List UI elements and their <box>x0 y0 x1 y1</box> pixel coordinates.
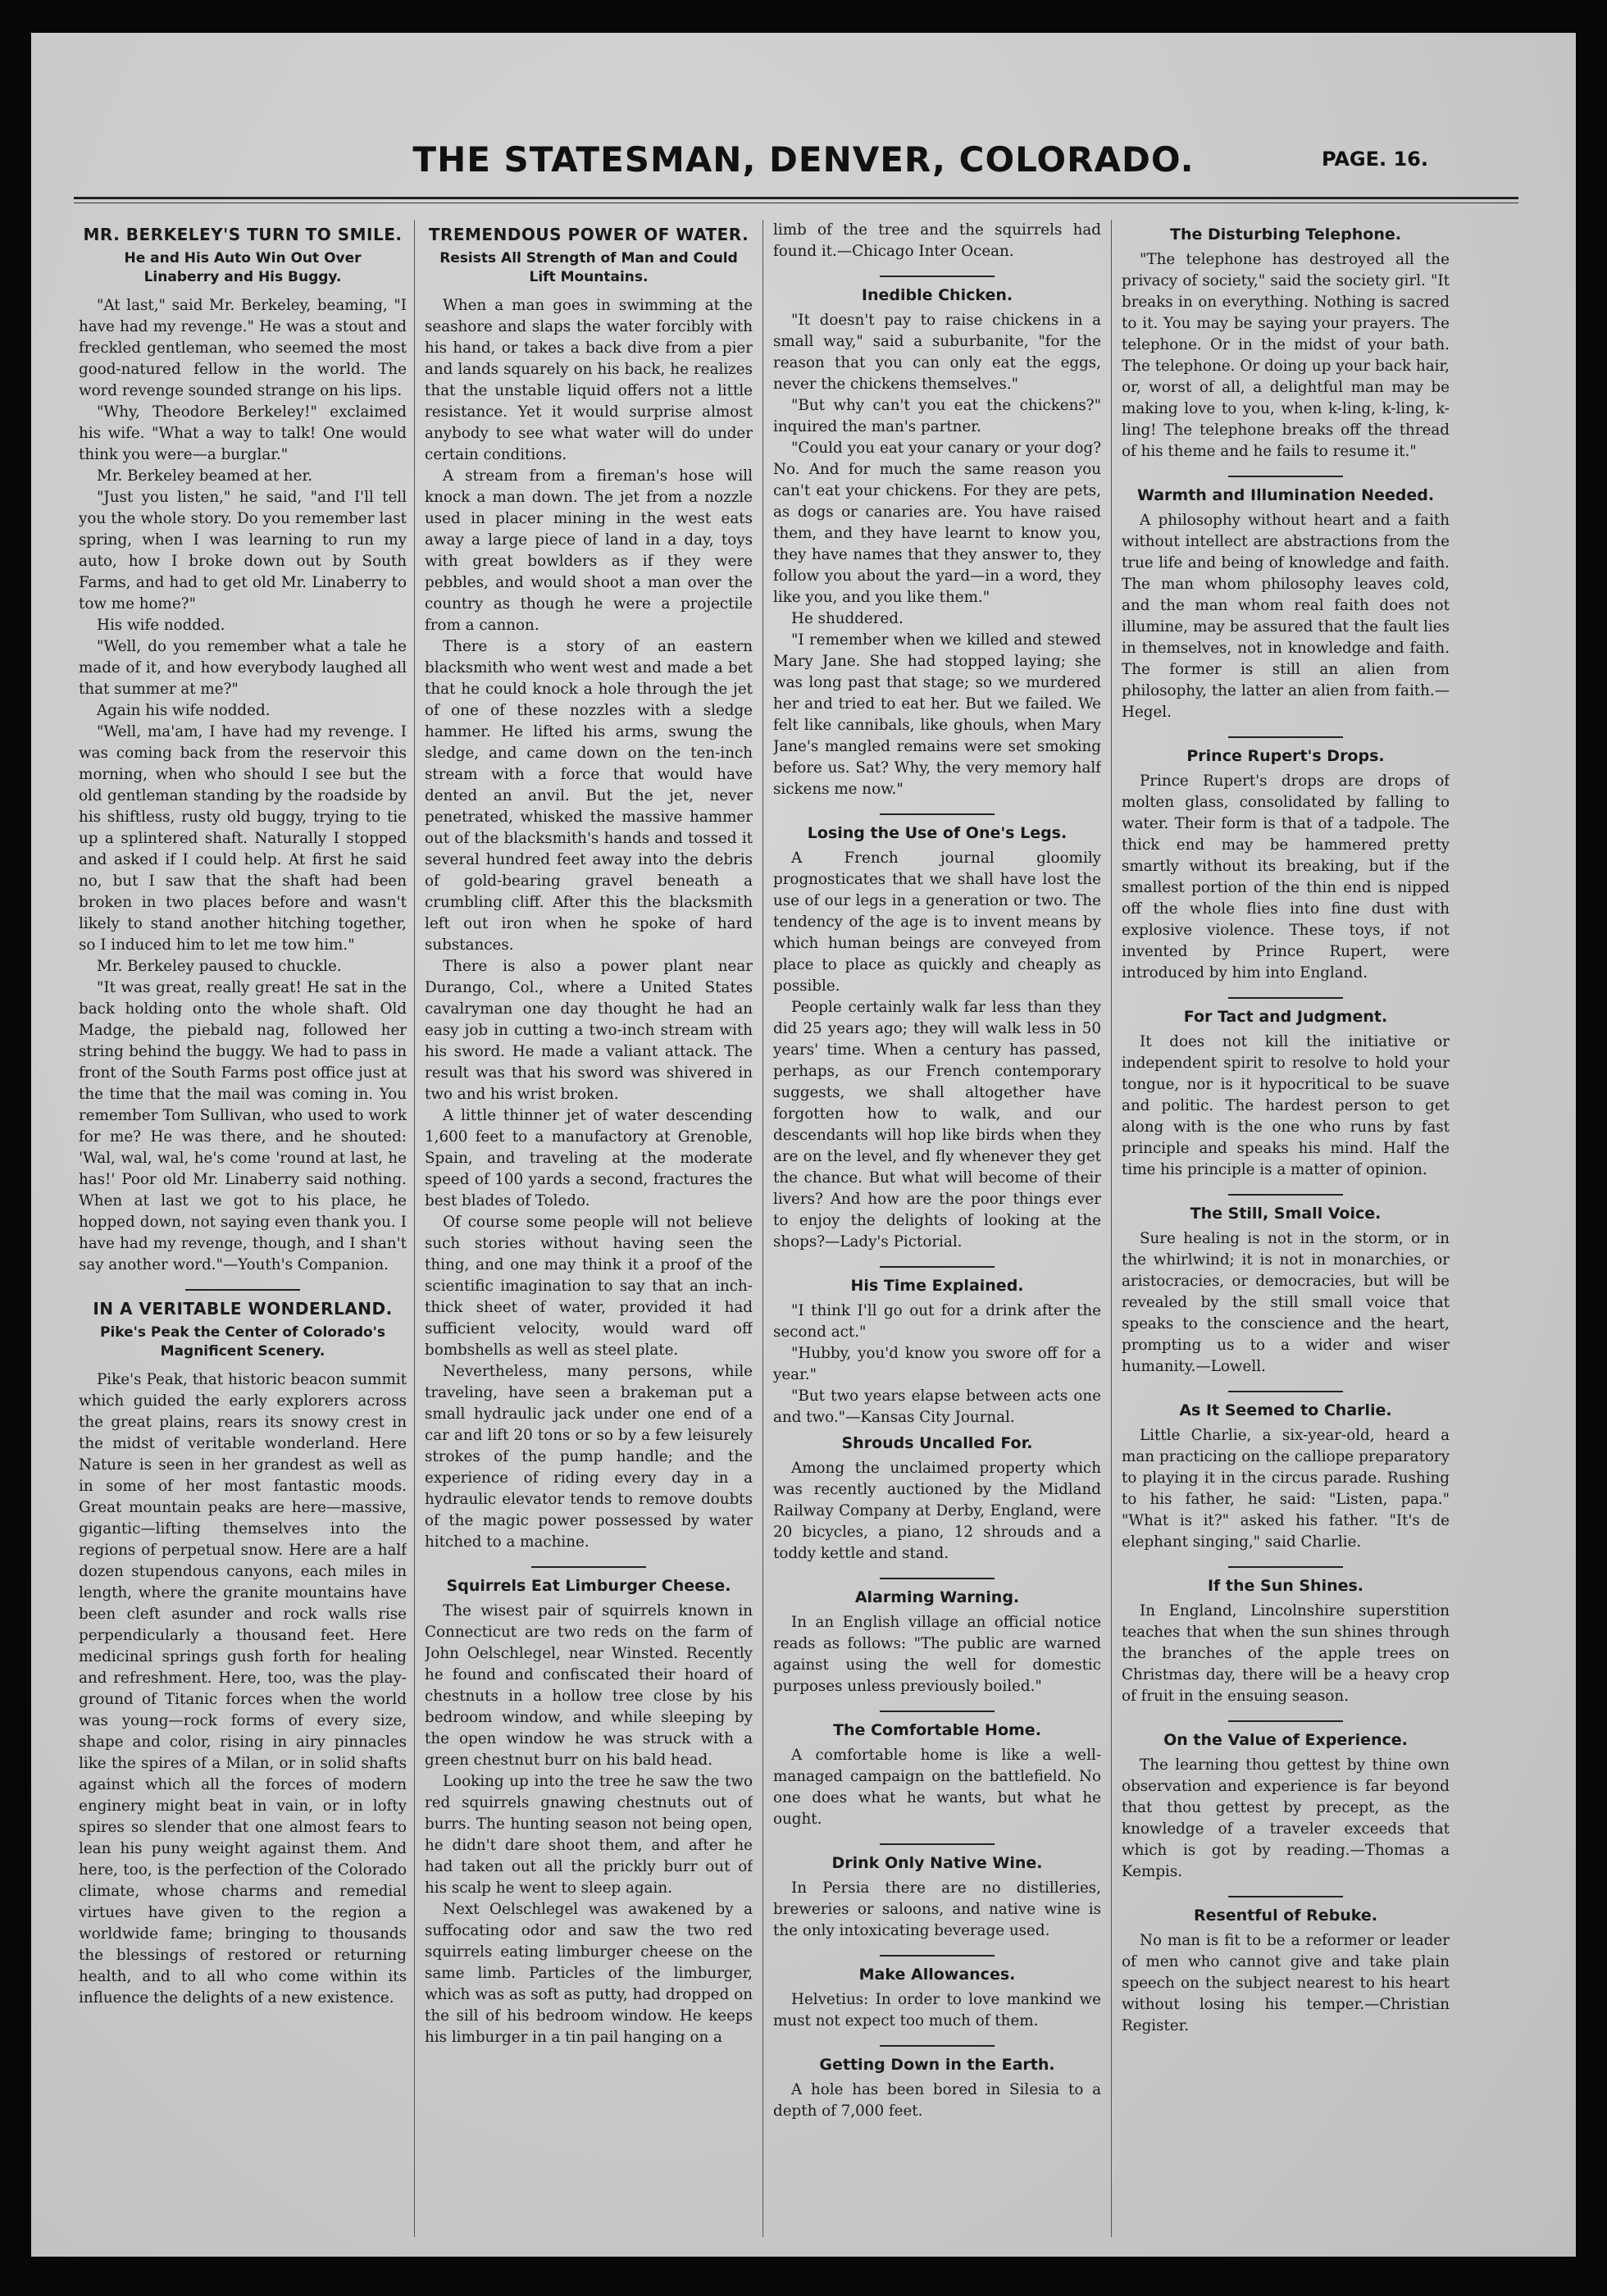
paragraph: When a man goes in swimming at the seashore and slaps the water forcibly with his hand, or takes a back dive from a pier and lands squarely on his back, he realizes that the unstable liquid offers not a little resistance. Yet it would surprise almost anybody to see what water will do under certain conditions. <box>425 297 753 463</box>
paragraph: "At last," said Mr. Berkeley, beaming, "I have had my revenge." He was a stout and freckled gentleman, who seemed the most good-natured fellow in the world. The word revenge sounded strange on his lips. <box>79 297 407 399</box>
paragraph: Mr. Berkeley beamed at her. <box>97 467 313 485</box>
article-water <box>425 225 753 1553</box>
paragraph: Nevertheless, many persons, while traveling, have seen a brakeman put a small hydraulic jack under one end of a car and lift 20 tons or so by a few leisurely strokes of the pump handle; and the experience of riding every day in a hydraulic elevator tends to remove doubts of the magic power possessed by water hitched to a machine. <box>425 1363 753 1551</box>
paragraph: A stream from a fireman's hose will knock a man down. The jet from a nozzle used in placer mining in the west eats away a large piece of land in a day, toys with great bowlders as if they were pebbles, and would shoot a man over the country as though he were a projectile from a cannon. <box>425 467 753 634</box>
article-charlie <box>1122 1401 1450 1553</box>
paragraph: A little thinner jet of water descending 1,600 feet to a manufactory at Grenoble, Spain, and traveling at the moderate speed of 100 yards a second, fractures the best blades of Toledo. <box>425 1107 753 1210</box>
column-1 <box>79 220 407 2245</box>
paragraph: A philosophy without heart and a faith without intellect are abstractions from the true life and being of knowledge and faith. The man whom philosophy leaves cold, and the man whom real faith does not illumine, may be assured that the fault lies in themselves, not in knowledge and faith. The former is still an alien from philosophy, the latter an alien from faith.—Hegel. <box>1122 512 1450 721</box>
column-divider <box>414 220 415 2237</box>
paragraph: The learning thou gettest by thine own observation and experience is far beyond that thou gettest by precept, as the knowledge of a traveler exceeds that which is got by reading.—Thomas a Kempis. <box>1122 1756 1450 1880</box>
paragraph: "But two years elapse between acts one and two."—Kansas City Journal. <box>773 1387 1101 1426</box>
article-rule <box>880 813 995 815</box>
article-rule <box>531 1566 646 1568</box>
article-wine <box>773 1853 1101 1942</box>
article-rule <box>880 1266 995 1268</box>
article-headline: MR. BERKELEY'S TURN TO SMILE. <box>83 225 403 244</box>
article-chicken <box>773 285 1101 800</box>
article-headline: For Tact and Judgment. <box>1183 1008 1388 1026</box>
article-rule <box>1228 1194 1343 1196</box>
column-divider <box>1111 220 1112 2237</box>
article-rule <box>880 1578 995 1579</box>
article-time <box>773 1276 1101 1428</box>
article-headline: Prince Rupert's Drops. <box>1186 747 1385 765</box>
paragraph: "Well, do you remember what a tale he made of it, and how everybody laughed all that summer at me?" <box>79 638 407 698</box>
paragraph: A French journal gloomily prognosticates that we shall have lost the use of our legs in a generation or two. The tendency of the age is to invent means by which human beings are conveyed from place to place as quickly and cheaply as possible. <box>773 850 1101 995</box>
article-warning <box>773 1588 1101 1697</box>
article-berkeley <box>79 225 407 1276</box>
article-rule <box>1228 476 1343 477</box>
paragraph: "Just you listen," he said, "and I'll tell you the whole story. Do you remember last spring, when I was learning to run my auto, how I broke down out by South Farms, and had to get old Mr. Linaberry to tow me home?" <box>79 489 407 613</box>
paragraph: "It was great, really great! He sat in the back holding onto the whole shaft. Old Madge, the piebald nag, followed her string behind the buggy. We had to pass in front of the South Farms post office just at the time that the mail was coming in. You remember Tom Sullivan, who used to work for me? He was there, and he shouted: 'Wal, wal, wal, he's come 'round at last, he has!' Poor old Mr. Linaberry said nothing. When at last we got to his place, he hopped down, not saying even thank you. I have had my revenge, though, and I shan't say another word."—Youth's Companion. <box>79 979 407 1273</box>
paragraph: "The telephone has destroyed all the privacy of society," said the society girl. "It breaks in on everything. Nothing is sacred to it. You may be saying your prayers. The telephone. Or in the midst of your bath. The telephone. Or doing up your back hair, or, worst of all, a delightful man may be making love to you, when k-ling, k-ling, k-ling! The telephone breaks off the thread of his theme and he fails to resume it." <box>1122 251 1450 460</box>
article-earth <box>773 2055 1101 2122</box>
article-rule <box>1228 736 1343 738</box>
article-rule <box>185 1289 300 1291</box>
paragraph: There is a story of an eastern blacksmith who went west and made a bet that he could knock a hole through the jet of one of these nozzles with a sledge hammer. He lifted his arms, swung the sledge, and came down on the ten-inch stream with a force that would have dented an anvil. But the jet, never penetrated, whisked the massive hammer out of the blacksmith's hands and tossed it several hundred feet away into the debris of gold-bearing gravel beneath a crumbling cliff. After this the blacksmith left out iron when he spoke of hard substances. <box>425 638 753 954</box>
article-legs <box>773 823 1101 1253</box>
paragraph: Pike's Peak, that historic beacon summit which guided the early explorers across the great plains, rears its snowy crest in the midst of veritable wonderland. Here Nature is seen in her grandest as well as in some of her most fantastic moods. Great mountain peaks are here—massive, gigantic—lifting themselves into the regions of perpetual snow. Here are a half dozen stupendous canyons, each miles in length, where the granite mountains have been cleft asunder and rock walls rise perpendicularly a thousand feet. Here medicinal springs gush forth for healing and refreshment. Here, too, was the play-ground of Titanic forces when the world was young—rock forms of every size, shape and color, rising in airy pinnacles like the spires of a Milan, or in solid shafts against which all the forces of modern enginery might beat in vain, or in lofty spires so slender that one almost fears to lean his puny weight against them. And here, too, is the perfection of the Colorado climate, whose charms and remedial virtues have given to the region a worldwide fame; bringing to thousands the blessings of restored or returning health, and to all who come within its influence the delights of a new existence. <box>79 1371 407 2007</box>
paragraph: In an English village an official notice reads as follows: "The public are warned against using the well for domestic purposes unless previously boiled." <box>773 1614 1101 1695</box>
article-headline: The Disturbing Telephone. <box>1170 226 1401 244</box>
article-headline: Inedible Chicken. <box>861 286 1013 304</box>
paragraph: No man is fit to be a reformer or leader of men who cannot give and take plain speech on the subject nearest to his heart without losing his temper.—Christian Register. <box>1122 1932 1450 2034</box>
article-shrouds <box>773 1433 1101 1565</box>
article-subhead: He and His Auto Win Out Over Linaberry and His Buggy. <box>124 250 362 285</box>
article-rule <box>880 1843 995 1845</box>
paragraph: The wisest pair of squirrels known in Connecticut are two reds on the farm of John Oelschlegel, near Winsted. Recently he found and confiscated their hoard of chestnuts in a hollow tree close by his bedroom window, and while sleeping by the open window he was struck with a green chestnut burr on his bald head. <box>425 1602 753 1769</box>
article-rule <box>880 276 995 277</box>
article-rule <box>1228 1896 1343 1897</box>
paragraph: Again his wife nodded. <box>97 702 271 719</box>
article-experience <box>1122 1730 1450 1883</box>
article-headline: Warmth and Illumination Needed. <box>1136 486 1435 504</box>
paragraph: "Well, ma'am, I have had my revenge. I was coming back from the reservoir this morning, when who should I see but the old gentleman standing by the roadside by his shiftless, rusty old buggy, trying to tie up a splintered shaft. Naturally I stopped and asked if I could help. At first he said no, but I saw that the shaft had been broken in two places before and wasn't likely to stand another hitching together, so I induced him to let me tow him." <box>79 723 407 954</box>
article-headline: As It Seemed to Charlie. <box>1179 1401 1392 1419</box>
column-3 <box>773 220 1101 2245</box>
paragraph: "I think I'll go out for a drink after the second act." <box>773 1302 1101 1341</box>
article-rule <box>880 2045 995 2047</box>
page-number: PAGE. 16. <box>1321 148 1428 171</box>
paragraph: "Hubby, you'd know you swore off for a year." <box>773 1345 1101 1383</box>
article-tact <box>1122 1007 1450 1181</box>
masthead-title: THE STATESMAN, DENVER, COLORADO. <box>412 139 1195 180</box>
paragraph: "But why can't you eat the chickens?" inquired the man's partner. <box>773 397 1101 435</box>
paragraph: Mr. Berkeley paused to chuckle. <box>97 958 342 975</box>
article-headline: Make Allowances. <box>858 1966 1016 1984</box>
paragraph: A hole has been bored in Silesia to a depth of 7,000 feet. <box>773 2081 1101 2120</box>
article-rule <box>1228 997 1343 999</box>
paragraph: He shuddered. <box>791 610 904 627</box>
article-rupert <box>1122 746 1450 984</box>
article-headline: TREMENDOUS POWER OF WATER. <box>428 225 749 244</box>
column-2 <box>425 220 753 2245</box>
article-subhead: Pike's Peak the Center of Colorado's Magnificent Scenery. <box>99 1324 386 1360</box>
paragraph: It does not kill the initiative or independent spirit to resolve to hold your tongue, nor is it hypocritical to be suave and politic. The hardest person to get along with is the one who runs by fast principle and speaks his mind. Half the time his principle is a matter of opinion. <box>1122 1033 1450 1178</box>
article-headline: On the Value of Experience. <box>1163 1731 1408 1749</box>
article-headline: Resentful of Rebuke. <box>1193 1906 1378 1925</box>
article-headline: Getting Down in the Earth. <box>819 2056 1055 2074</box>
article-headline: IN A VERITABLE WONDERLAND. <box>93 1299 393 1319</box>
article-home <box>773 1720 1101 1830</box>
article-headline: The Still, Small Voice. <box>1190 1205 1382 1223</box>
paragraph: Prince Rupert's drops are drops of molten glass, consolidated by falling to water. Their form is that of a tadpole. The thick end may be hammered pretty smartly without its breaking, but if the smallest portion of the thin end is nipped off the whole flies into fine dust with explosive violence. These toys, if not invented by Prince Rupert, were introduced by him into England. <box>1122 772 1450 982</box>
article-wonderland <box>79 1299 407 2009</box>
article-headline: His Time Explained. <box>850 1277 1024 1295</box>
paragraph: "It doesn't pay to raise chickens in a small way," said a suburbanite, "for the reason that you can only eat the eggs, never the chickens themselves." <box>773 312 1101 393</box>
article-headline: Squirrels Eat Limburger Cheese. <box>446 1577 731 1595</box>
paragraph: There is also a power plant near Durango, Col., where a United States cavalryman one day thought he had an easy job in cutting a two-inch stream with his sword. He made a valiant attack. The result was that his sword was shivered in two and his wrist broken. <box>425 958 753 1103</box>
article-headline: If the Sun Shines. <box>1207 1577 1364 1595</box>
article-warmth <box>1122 485 1450 723</box>
paragraph: "Why, Theodore Berkeley!" exclaimed his wife. "What a way to talk! One would think you were—a burglar." <box>79 403 407 463</box>
paragraph: Helvetius: In order to love mankind we must not expect too much of them. <box>773 1991 1101 2029</box>
newspaper-page <box>31 33 1576 2257</box>
article-headline: The Comfortable Home. <box>833 1721 1041 1739</box>
article-headline: Losing the Use of One's Legs. <box>807 824 1068 842</box>
article-rule <box>1228 1566 1343 1568</box>
paragraph: A comfortable home is like a well-managed campaign on the battlefield. No one does what he wants, but what he ought. <box>773 1747 1101 1828</box>
continued-text: limb of the tree and the squirrels had found it.—Chicago Inter Ocean. <box>773 221 1101 260</box>
article-subhead: Resists All Strength of Man and Could Lift Mountains. <box>439 250 738 285</box>
column-4 <box>1122 220 1450 2245</box>
paragraph: His wife nodded. <box>97 617 225 634</box>
article-sun <box>1122 1576 1450 1707</box>
paragraph: Of course some people will not believe such stories without having seen the thing, and one may think it a proof of the scientific imagination to say that an inch-thick sheet of water, provided it had sufficient velocity, would ward off bombshells as well as steel plate. <box>425 1214 753 1359</box>
article-still-voice <box>1122 1204 1450 1378</box>
paragraph: "I remember when we killed and stewed Mary Jane. She had stopped laying; she was long past that stage; so we murdered her and tried to eat her. But we failed. We felt like cannibals, like ghouls, when Mary Jane's mangled remains were set smoking before us. Sat? Why, the very memory half sickens me now." <box>773 631 1101 798</box>
article-headline: Alarming Warning. <box>854 1588 1020 1606</box>
paragraph: Sure healing is not in the storm, or in the whirlwind; it is not in monarchies, or aristocracies, or democracies, but will be revealed by the still small voice that speaks to the conscience and the heart, prompting us to a wider and wiser humanity.—Lowell. <box>1122 1230 1450 1375</box>
article-rule <box>1228 1391 1343 1392</box>
article-squirrels <box>425 1576 753 2048</box>
article-rule <box>1228 1720 1343 1722</box>
paragraph: "Could you eat your canary or your dog? No. And for much the same reason you can't eat your chickens. For they are pets, as dogs or canaries are. You have raised them, and they have learnt to know you, they have names that they answer to, they follow you about the yard—in a word, they like you, and you like them." <box>773 440 1101 606</box>
paragraph: People certainly walk far less than they did 25 years ago; they will walk less in 50 years' time. When a century has passed, perhaps, as our French contemporary suggests, we shall altogether have forgotten how to walk, and our descendants will hop like birds when they are on the level, and fly whenever they get the chance. But what will become of their livers? And how are the poor things ever to enjoy the delights of looking at the shops?—Lady's Pictorial. <box>773 999 1101 1250</box>
article-allowances <box>773 1965 1101 2032</box>
paragraph: Looking up into the tree he saw the two red squirrels gnawing chestnuts out of burrs. The hunting season not being open, he didn't dare shoot them, and after he had taken out all the prickly burr out of his scalp he went to sleep again. <box>425 1773 753 1897</box>
article-rule <box>880 1955 995 1957</box>
article-rule <box>880 1711 995 1712</box>
masthead-rule <box>74 197 1518 199</box>
article-headline: Drink Only Native Wine. <box>831 1854 1043 1872</box>
paragraph: In England, Lincolnshire superstition teaches that when the sun shines through the branches of the apple trees on Christmas day, there will be a heavy crop of fruit in the ensuing season. <box>1122 1602 1450 1705</box>
paragraph: Among the unclaimed property which was recently auctioned by the Midland Railway Company at Derby, England, were 20 bicycles, a piano, 12 shrouds and a toddy kettle and stand. <box>773 1460 1101 1562</box>
paragraph: Little Charlie, a six-year-old, heard a man practicing on the calliope preparatory to playing it in the circus parade. Rushing to his father, he said: "Listen, papa." "What is it?" asked his father. "It's de elephant singing," said Charlie. <box>1122 1427 1450 1551</box>
article-telephone <box>1122 225 1450 462</box>
paragraph: In Persia there are no distilleries, breweries or saloons, and native wine is the only intoxicating beverage used. <box>773 1879 1101 1939</box>
paragraph: Next Oelschlegel was awakened by a suffocating odor and saw the two red squirrels eating limburger cheese on the same limb. Particles of the limburger, which was as soft as putty, had dropped on the sill of his bedroom window. He keeps his limburger in a tin pail hanging on a <box>425 1901 753 2046</box>
article-headline: Shrouds Uncalled For. <box>841 1434 1033 1452</box>
article-rebuke <box>1122 1906 1450 2037</box>
